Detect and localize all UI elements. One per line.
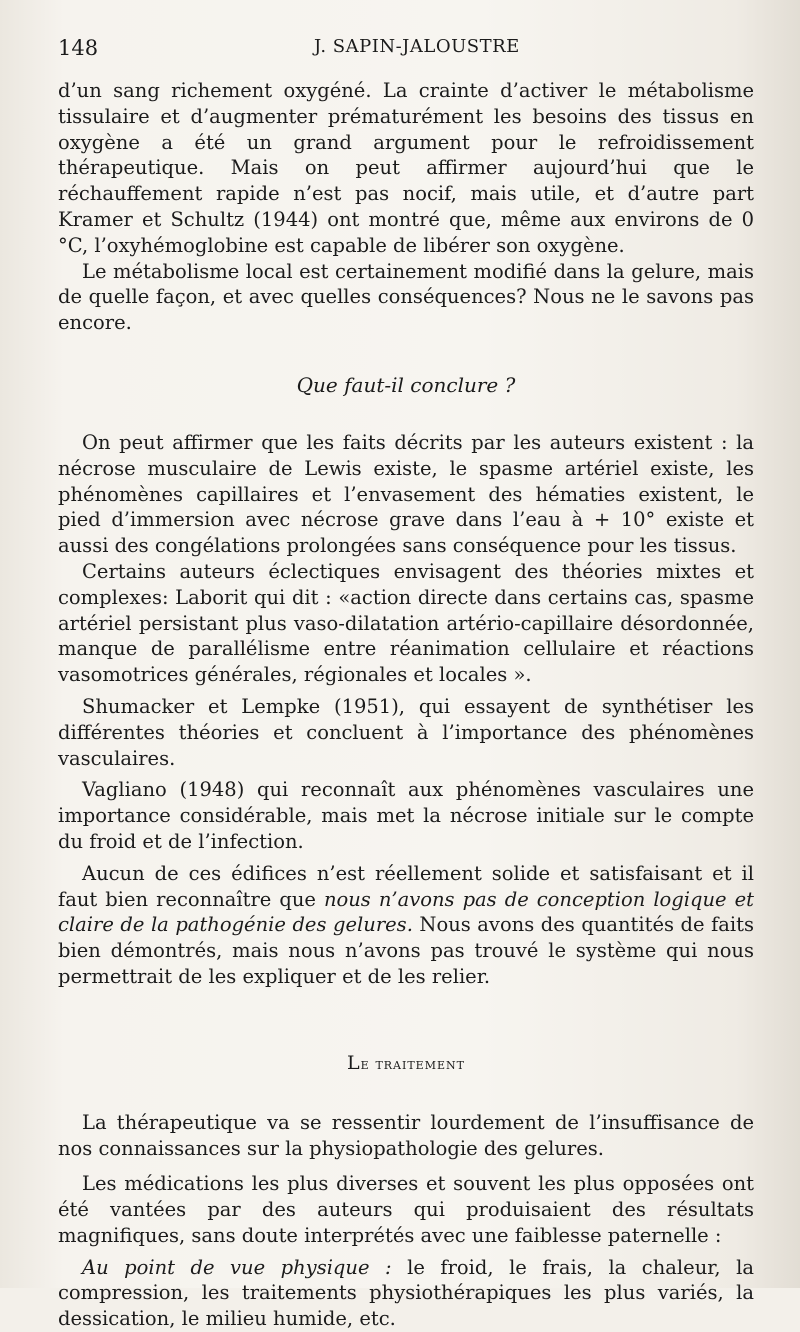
- paragraph-physical-point-text: le froid, le frais, la chaleur, la compression, les traitements physiothérapiques les plus variés, la dessication, le milieu humide, etc.: [58, 1255, 754, 1331]
- paragraph-physical-point-label: Au point de vue physique :: [82, 1255, 392, 1279]
- paragraph-no-solid-theory-start: Aucun de ces édifices n’est réellement solide et satisfaisant et il faut bien reconnaître que: [58, 861, 754, 911]
- chapter-heading-initial: L: [347, 1051, 361, 1074]
- running-head: J. SAPIN-JALOUSTRE: [314, 36, 520, 57]
- page-header: [58, 36, 740, 66]
- paragraph-shumacker-lempke: Shumacker et Lempke (1951), qui essayent de synthétiser les différentes théories et concluent à l’importance des phénomènes vasculaires.: [58, 694, 754, 770]
- chapter-heading-treatment: [58, 1052, 754, 1074]
- section-heading-conclusion: Que faut-il conclure ?: [296, 372, 516, 397]
- paragraph-no-solid-theory: [58, 861, 754, 990]
- page-body: [58, 78, 754, 1332]
- chapter-heading-rest: e traitement: [360, 1054, 465, 1073]
- paragraph-eclectic-authors: Certains auteurs éclectiques envisagent des théories mixtes et complexes: Laborit qui dit : «action directe dans certains cas, spasme artériel persistant plus vaso-dilatation artério-capillaire désordonnée, manque de parallélisme entre réanimation cellulaire et réactions vasomotrices générales, régionales et locales ».: [58, 559, 754, 687]
- paragraph-no-solid-theory-end: Nous avons des quantités de faits bien démontrés, mais nous n’avons pas trouvé le système qui nous permettrait de les expliquer et de les relier.: [58, 913, 754, 988]
- page-number: 148: [58, 36, 99, 60]
- paragraph-physical-point: [58, 1255, 754, 1332]
- paragraph-facts-exist: On peut affirmer que les faits décrits par les auteurs existent : la nécrose musculaire de Lewis existe, le spasme artériel existe, les phénomènes capillaires et l’envasement des hématies existent, le pied d’immersion avec nécrose grave dans l’eau à + 10° existe et aussi des congélations prolongées sans conséquence pour les tissus.: [58, 430, 754, 558]
- paragraph-therapeutics: La thérapeutique va se ressentir lourdement de l’insuffisance de nos connaissances sur la physiopathologie des gelures.: [58, 1110, 754, 1160]
- paragraph-no-solid-theory-emphasis: nous n’avons pas de conception logique et claire de la pathogénie des gelures.: [58, 887, 755, 937]
- paragraph-medications: Les médications les plus diverses et souvent les plus opposées ont été vantées par des auteurs qui produisaient des résultats magnifiques, sans doute interprétés avec une faiblesse paternelle :: [58, 1172, 754, 1247]
- paragraph-local-metabolism: Le métabolisme local est certainement modifié dans la gelure, mais de quelle façon, et avec quelles conséquences? Nous ne le savons pas encore.: [58, 259, 754, 335]
- paragraph-vagliano: Vagliano (1948) qui reconnaît aux phénomènes vasculaires une importance considérable, mais met la nécrose initiale sur le compte du froid et de l’infection.: [58, 778, 754, 853]
- paragraph-metabolism-oxygen: d’un sang richement oxygéné. La crainte d’activer le métabolisme tissulaire et d’augmenter prématurément les besoins des tissus en oxygène a été un grand argument pour le refroidissement thérapeutique. Mais on peut affirmer aujourd’hui que le réchauffement rapide n’est pas nocif, mais utile, et d’autre part Kramer et Schultz (1944) ont montré que, même aux environs de 0 °C, l’oxyhémoglobine est capable de libérer son oxygène.: [58, 79, 754, 257]
